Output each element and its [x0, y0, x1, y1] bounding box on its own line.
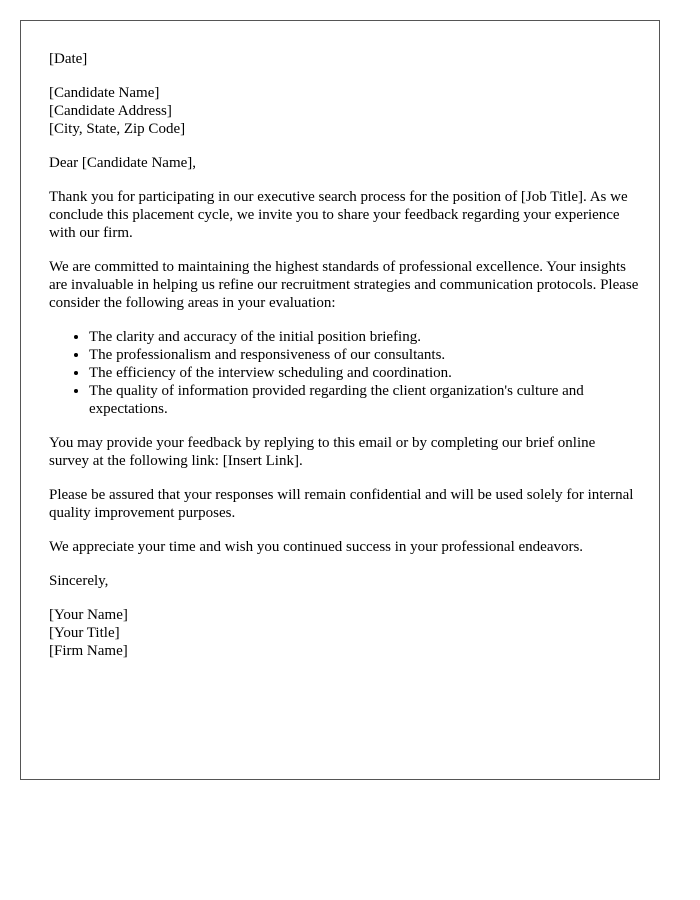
appreciation-paragraph: We appreciate your time and wish you continued success in your professional endeavors. [49, 539, 584, 555]
list-item: • The quality of information provided regarding the client organization's culture and expectations. [89, 382, 639, 418]
confidentiality-paragraph: Please be assured that your responses will remain confidential and will be used solely for internal quality improvement purposes. [49, 487, 634, 521]
recipient-block [49, 84, 639, 138]
list-item: • The professionalism and responsiveness of our consultants. [89, 346, 639, 364]
feedback-instructions-paragraph: You may provide your feedback by replying to this email or by completing our brief online survey at the following link: [Insert Link]. [49, 435, 596, 469]
signature-title: [Your Title] [49, 625, 120, 641]
list-item: • The efficiency of the interview scheduling and coordination. [89, 364, 639, 382]
evaluation-areas-list [49, 328, 639, 418]
recipient-name: [Candidate Name] [49, 85, 160, 101]
list-item: • The clarity and accuracy of the initial position briefing. [89, 328, 639, 346]
recipient-city-state-zip: [City, State, Zip Code] [49, 121, 186, 137]
commitment-paragraph: We are committed to maintaining the highest standards of professional excellence. Your insights are invaluable in helping us refine our recruitment strategies and communication protocols. Please consider the following areas in your evaluation: [49, 259, 639, 311]
signature-name: [Your Name] [49, 607, 128, 623]
letter-page [20, 20, 660, 780]
signature-block [49, 606, 639, 660]
signature-firm: [Firm Name] [49, 643, 128, 659]
closing: Sincerely, [49, 573, 109, 589]
intro-paragraph: Thank you for participating in our executive search process for the position of [Job Title]. As we conclude this placement cycle, we invite you to share your feedback regarding your experience with our firm. [49, 189, 628, 241]
salutation: Dear [Candidate Name], [49, 155, 197, 171]
letter-body [49, 50, 639, 676]
letter-date: [Date] [49, 51, 88, 67]
recipient-address: [Candidate Address] [49, 103, 172, 119]
